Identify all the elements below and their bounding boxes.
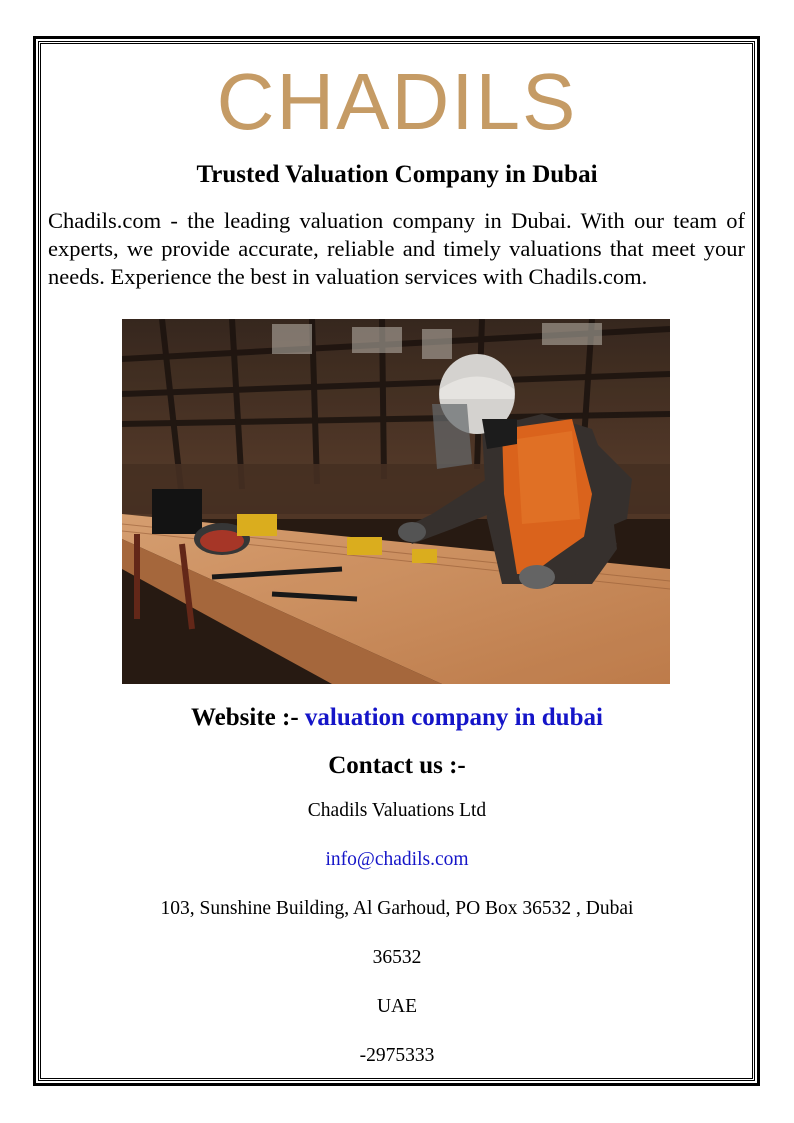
contact-address: 103, Sunshine Building, Al Garhoud, PO Box 36532 , Dubai	[160, 898, 634, 919]
contact-country: UAE	[376, 996, 418, 1017]
brand-logo-text: CHADILS	[216, 57, 578, 146]
website-label: Website :-	[191, 704, 305, 731]
contact-postcode: 36532	[372, 947, 422, 968]
intro-paragraph: Chadils.com - the leading valuation company in Dubai. With our team of experts, we provide accurate, reliable and timely valuations that meet your needs. Experience the best in valuation services with Chadils.com.	[48, 208, 745, 289]
contact-phone: -2975333	[359, 1045, 435, 1066]
worker-photo	[122, 319, 670, 684]
contact-company: Chadils Valuations Ltd	[307, 800, 487, 821]
website-line	[0, 702, 794, 734]
contact-email-link[interactable]: info@chadils.com	[325, 849, 469, 870]
page-title: Trusted Valuation Company in Dubai	[196, 161, 598, 188]
contact-heading: Contact us :-	[328, 752, 466, 779]
brand-logo	[0, 57, 794, 146]
website-link[interactable]: valuation company in dubai	[304, 704, 603, 731]
